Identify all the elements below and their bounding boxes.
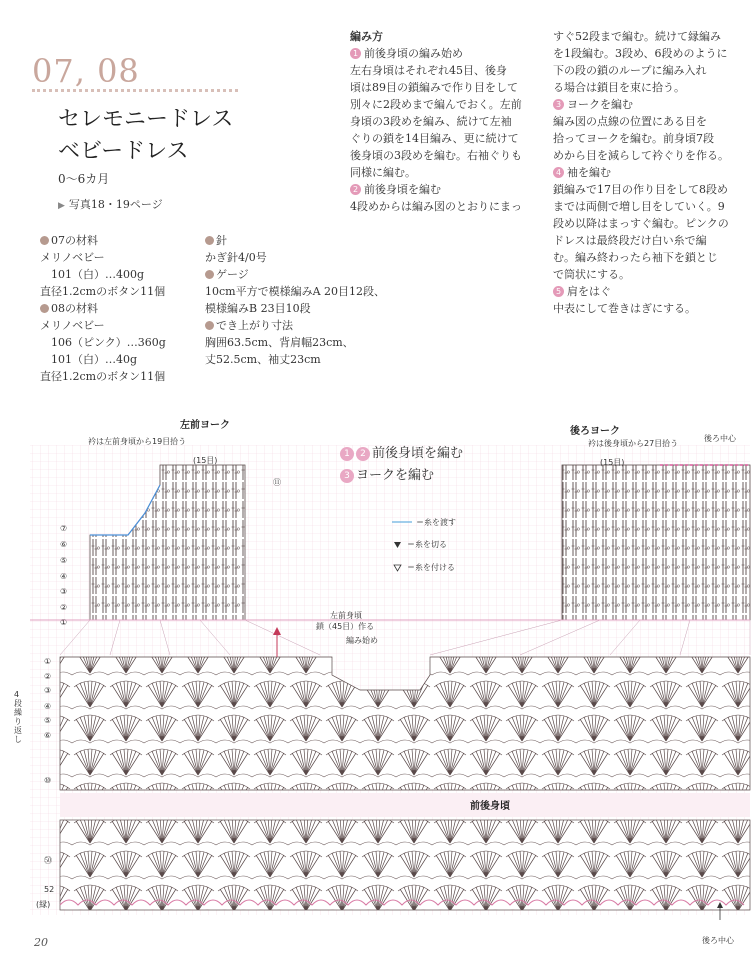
bullet-dot-icon (205, 270, 214, 279)
instruction-line (553, 232, 729, 249)
instruction-line (553, 198, 729, 215)
instruction-line (553, 79, 729, 96)
instruction-text: 袖を編む (567, 166, 611, 179)
instruction-text: 拾ってヨークを編む。前身頃7段 (553, 132, 714, 145)
body-row-50: ㊿ (44, 856, 52, 865)
step-1-badge: 1 (340, 447, 354, 461)
material-text: 模様編みB 23目10段 (205, 302, 311, 315)
material-row (40, 334, 166, 351)
step-heading (350, 181, 522, 198)
material-text: 直径1.2cmのボタン11個 (40, 285, 166, 298)
step-number-badge: 1 (350, 48, 361, 59)
material-text: 101（白）…400g (40, 268, 145, 281)
instructions-heading: 編み方 (350, 30, 383, 43)
instruction-text: る場合は鎖目を束に拾う。 (553, 81, 685, 94)
instructions-col-2-body (553, 28, 729, 317)
material-text: 胸囲63.5cm、背肩幅23cm、 (205, 336, 354, 349)
left-front-label: 左前身頃 (330, 611, 362, 620)
material-row (205, 266, 385, 283)
step-number-badge: 5 (553, 286, 564, 297)
instruction-line (553, 266, 729, 283)
key-join-text: ＝糸を付ける (407, 563, 455, 572)
instruction-text: 段め以降はまっすぐ編む。ピンクの (553, 217, 729, 230)
material-row (40, 351, 166, 368)
material-row (205, 351, 385, 368)
row-marker-3: ③ (60, 587, 68, 596)
instruction-text: 前後身頃の編み始め (364, 47, 463, 60)
instruction-text: む。編み終わったら袖下を鎖とじ (553, 251, 718, 264)
instruction-text: 同様に編む。 (350, 166, 416, 179)
title-line-2: ベビードレス (58, 139, 189, 164)
material-text: 直径1.2cmのボタン11個 (40, 370, 166, 383)
instruction-text: 身頃の3段めを編み、続けて左袖 (350, 115, 512, 128)
body-row-1: ① (44, 657, 52, 666)
instruction-text: 中表にして巻きはぎにする。 (553, 302, 696, 315)
body-label: 前後身頃 (470, 801, 510, 812)
step-heading (553, 96, 729, 113)
instruction-line (553, 113, 729, 130)
step-3-badge: 3 (340, 469, 354, 483)
material-row (40, 249, 166, 266)
page-number: 20 (34, 936, 48, 949)
material-row (40, 368, 166, 385)
instruction-line (350, 96, 522, 113)
instruction-line (350, 130, 522, 147)
material-text: かぎ針4/0号 (205, 251, 267, 264)
material-text: メリノベビー (40, 319, 105, 332)
material-row (205, 283, 385, 300)
repeat-label: 4段繰り返し (14, 690, 22, 744)
material-text: 丈52.5cm、袖丈23cm (205, 353, 321, 366)
bullet-dot-icon (40, 304, 49, 313)
left-pickup-note: 衿は左前身頃から19目拾う (88, 437, 187, 446)
material-text: 10cm平方で模様編みA 20目12段、 (205, 285, 386, 298)
material-row (40, 300, 166, 317)
instruction-line (350, 79, 522, 96)
instruction-text: 編み図の点線の位置にある目を (553, 115, 707, 128)
photo-reference (58, 196, 163, 212)
legend-steps-1-2 (340, 442, 463, 461)
body-row-4: ④ (44, 702, 52, 711)
body-row-10: ⑩ (44, 776, 52, 785)
instruction-line (350, 198, 522, 215)
instructions-col-1-body (350, 45, 522, 215)
instruction-line (350, 113, 522, 130)
material-row (205, 249, 385, 266)
instruction-line (553, 181, 729, 198)
row-marker-11: ⑪ (273, 478, 281, 487)
instructions-col-1 (350, 28, 522, 215)
step-number-badge: 2 (350, 184, 361, 195)
body-row-2: ② (44, 672, 52, 681)
instruction-text: ぐりの鎖を14目編み、更に続けて (350, 132, 519, 145)
instruction-line (553, 62, 729, 79)
material-text: ゲージ (216, 268, 249, 281)
instruction-line (553, 130, 729, 147)
material-text: 08の材料 (51, 302, 98, 315)
step-heading (553, 164, 729, 181)
instruction-text: 後身頃の3段めを編む。右袖ぐりも (350, 149, 522, 162)
material-row (205, 300, 385, 317)
legend-line-2-text: ヨークを編む (356, 468, 435, 483)
triangle-icon: ▶ (58, 201, 65, 211)
material-row (40, 317, 166, 334)
step-2-badge: 2 (356, 447, 370, 461)
row-marker-6: ⑥ (60, 540, 68, 549)
body-row-52: 52 (44, 885, 55, 894)
instruction-text: ヨークを編む (567, 98, 633, 111)
instruction-text: 頃は89目の鎖編みで作り目をして (350, 81, 518, 94)
bullet-dot-icon (40, 236, 49, 245)
row-marker-7: ⑦ (60, 524, 68, 533)
material-text: 07の材料 (51, 234, 98, 247)
instruction-line (553, 45, 729, 62)
instruction-text: で筒状にする。 (553, 268, 630, 281)
instruction-text: 4段めからは編み図のとおりにまっ (350, 200, 522, 213)
back-center-bottom: 後ろ中心 (702, 936, 734, 945)
step-number-badge: 3 (553, 99, 564, 110)
instruction-text: すぐ52段まで編む。続けて縁編み (553, 30, 721, 43)
instruction-line (350, 62, 522, 79)
back-yoke-label: 後ろヨーク (570, 426, 620, 437)
instruction-text: 前後身頃を編む (364, 183, 441, 196)
body-gap (60, 793, 750, 817)
back-pickup-note: 衿は後身頃から27目拾う (588, 439, 679, 448)
body-row-3: ③ (44, 686, 52, 695)
instruction-line (553, 147, 729, 164)
materials-left (40, 232, 166, 385)
bullet-dot-icon (205, 236, 214, 245)
chain-label: 鎖（45目）作る (316, 622, 375, 631)
material-text: 101（白）…40g (40, 353, 138, 366)
material-row (40, 283, 166, 300)
photo-reference-text: 写真18・19ページ (68, 198, 163, 211)
back-stitch-count: (15目) (600, 458, 625, 467)
title-divider (32, 89, 238, 92)
legend-step-3 (340, 464, 434, 483)
body-row-6: ⑥ (44, 731, 52, 740)
material-text: メリノベビー (40, 251, 105, 264)
instruction-text: めから目を減らして衿ぐりを作る。 (553, 149, 729, 162)
materials-right (205, 232, 385, 368)
instruction-text: 鎖編みで17目の作り目をして8段め (553, 183, 728, 196)
step-number-badge: 4 (553, 167, 564, 178)
title-line-1: セレモニードレス (58, 107, 234, 132)
instruction-text: 左右身頃はそれぞれ45目、後身 (350, 64, 507, 77)
material-row (205, 232, 385, 249)
back-center-top: 後ろ中心 (704, 434, 736, 443)
instruction-line (350, 147, 522, 164)
bullet-dot-icon (205, 321, 214, 330)
pattern-number: 07, 08 (32, 52, 140, 90)
instruction-line (553, 28, 729, 45)
instruction-line (350, 164, 522, 181)
left-yoke-label: 左前ヨーク (180, 420, 230, 431)
step-heading (350, 45, 522, 62)
body-row-5: ⑤ (44, 716, 52, 725)
row-marker-4: ④ (60, 572, 68, 581)
material-text: 106（ピンク）…360g (40, 336, 166, 349)
legend-line-1-text: 前後身頃を編む (372, 446, 464, 461)
start-label: 編み始め (346, 636, 378, 645)
material-row (40, 232, 166, 249)
material-text: 針 (216, 234, 227, 247)
crochet-chart (0, 405, 755, 925)
back-yoke (562, 465, 750, 620)
material-row (205, 317, 385, 334)
material-row (40, 266, 166, 283)
size-age: 0～6カ月 (58, 172, 110, 186)
instruction-text: ドレスは最終段だけ白い糸で編 (553, 234, 707, 247)
key-cut-text: ＝糸を切る (407, 540, 447, 549)
instruction-line (553, 215, 729, 232)
instruction-text: までは両側で増し目をしていく。9 (553, 200, 725, 213)
instruction-line (553, 300, 729, 317)
instruction-text: 下の段の鎖のループに編み入れ (553, 64, 707, 77)
material-row (205, 334, 385, 351)
instruction-text: 別々に2段めまで編んでおく。左前 (350, 98, 522, 111)
row-marker-2: ② (60, 603, 68, 612)
row-marker-1: ① (60, 618, 68, 627)
key-pass-text: ＝糸を渡す (416, 518, 456, 527)
instruction-text: を1段編む。3段め、6段めのように (553, 47, 728, 60)
instructions-col-2 (553, 28, 729, 317)
pattern-title (58, 104, 233, 168)
body-row-edge: (縁) (36, 900, 51, 909)
material-text: でき上がり寸法 (216, 319, 293, 332)
left-stitch-count: (15目) (193, 456, 218, 465)
instruction-text: 肩をはぐ (567, 285, 611, 298)
instruction-line (553, 249, 729, 266)
step-heading (553, 283, 729, 300)
row-marker-5: ⑤ (60, 556, 68, 565)
